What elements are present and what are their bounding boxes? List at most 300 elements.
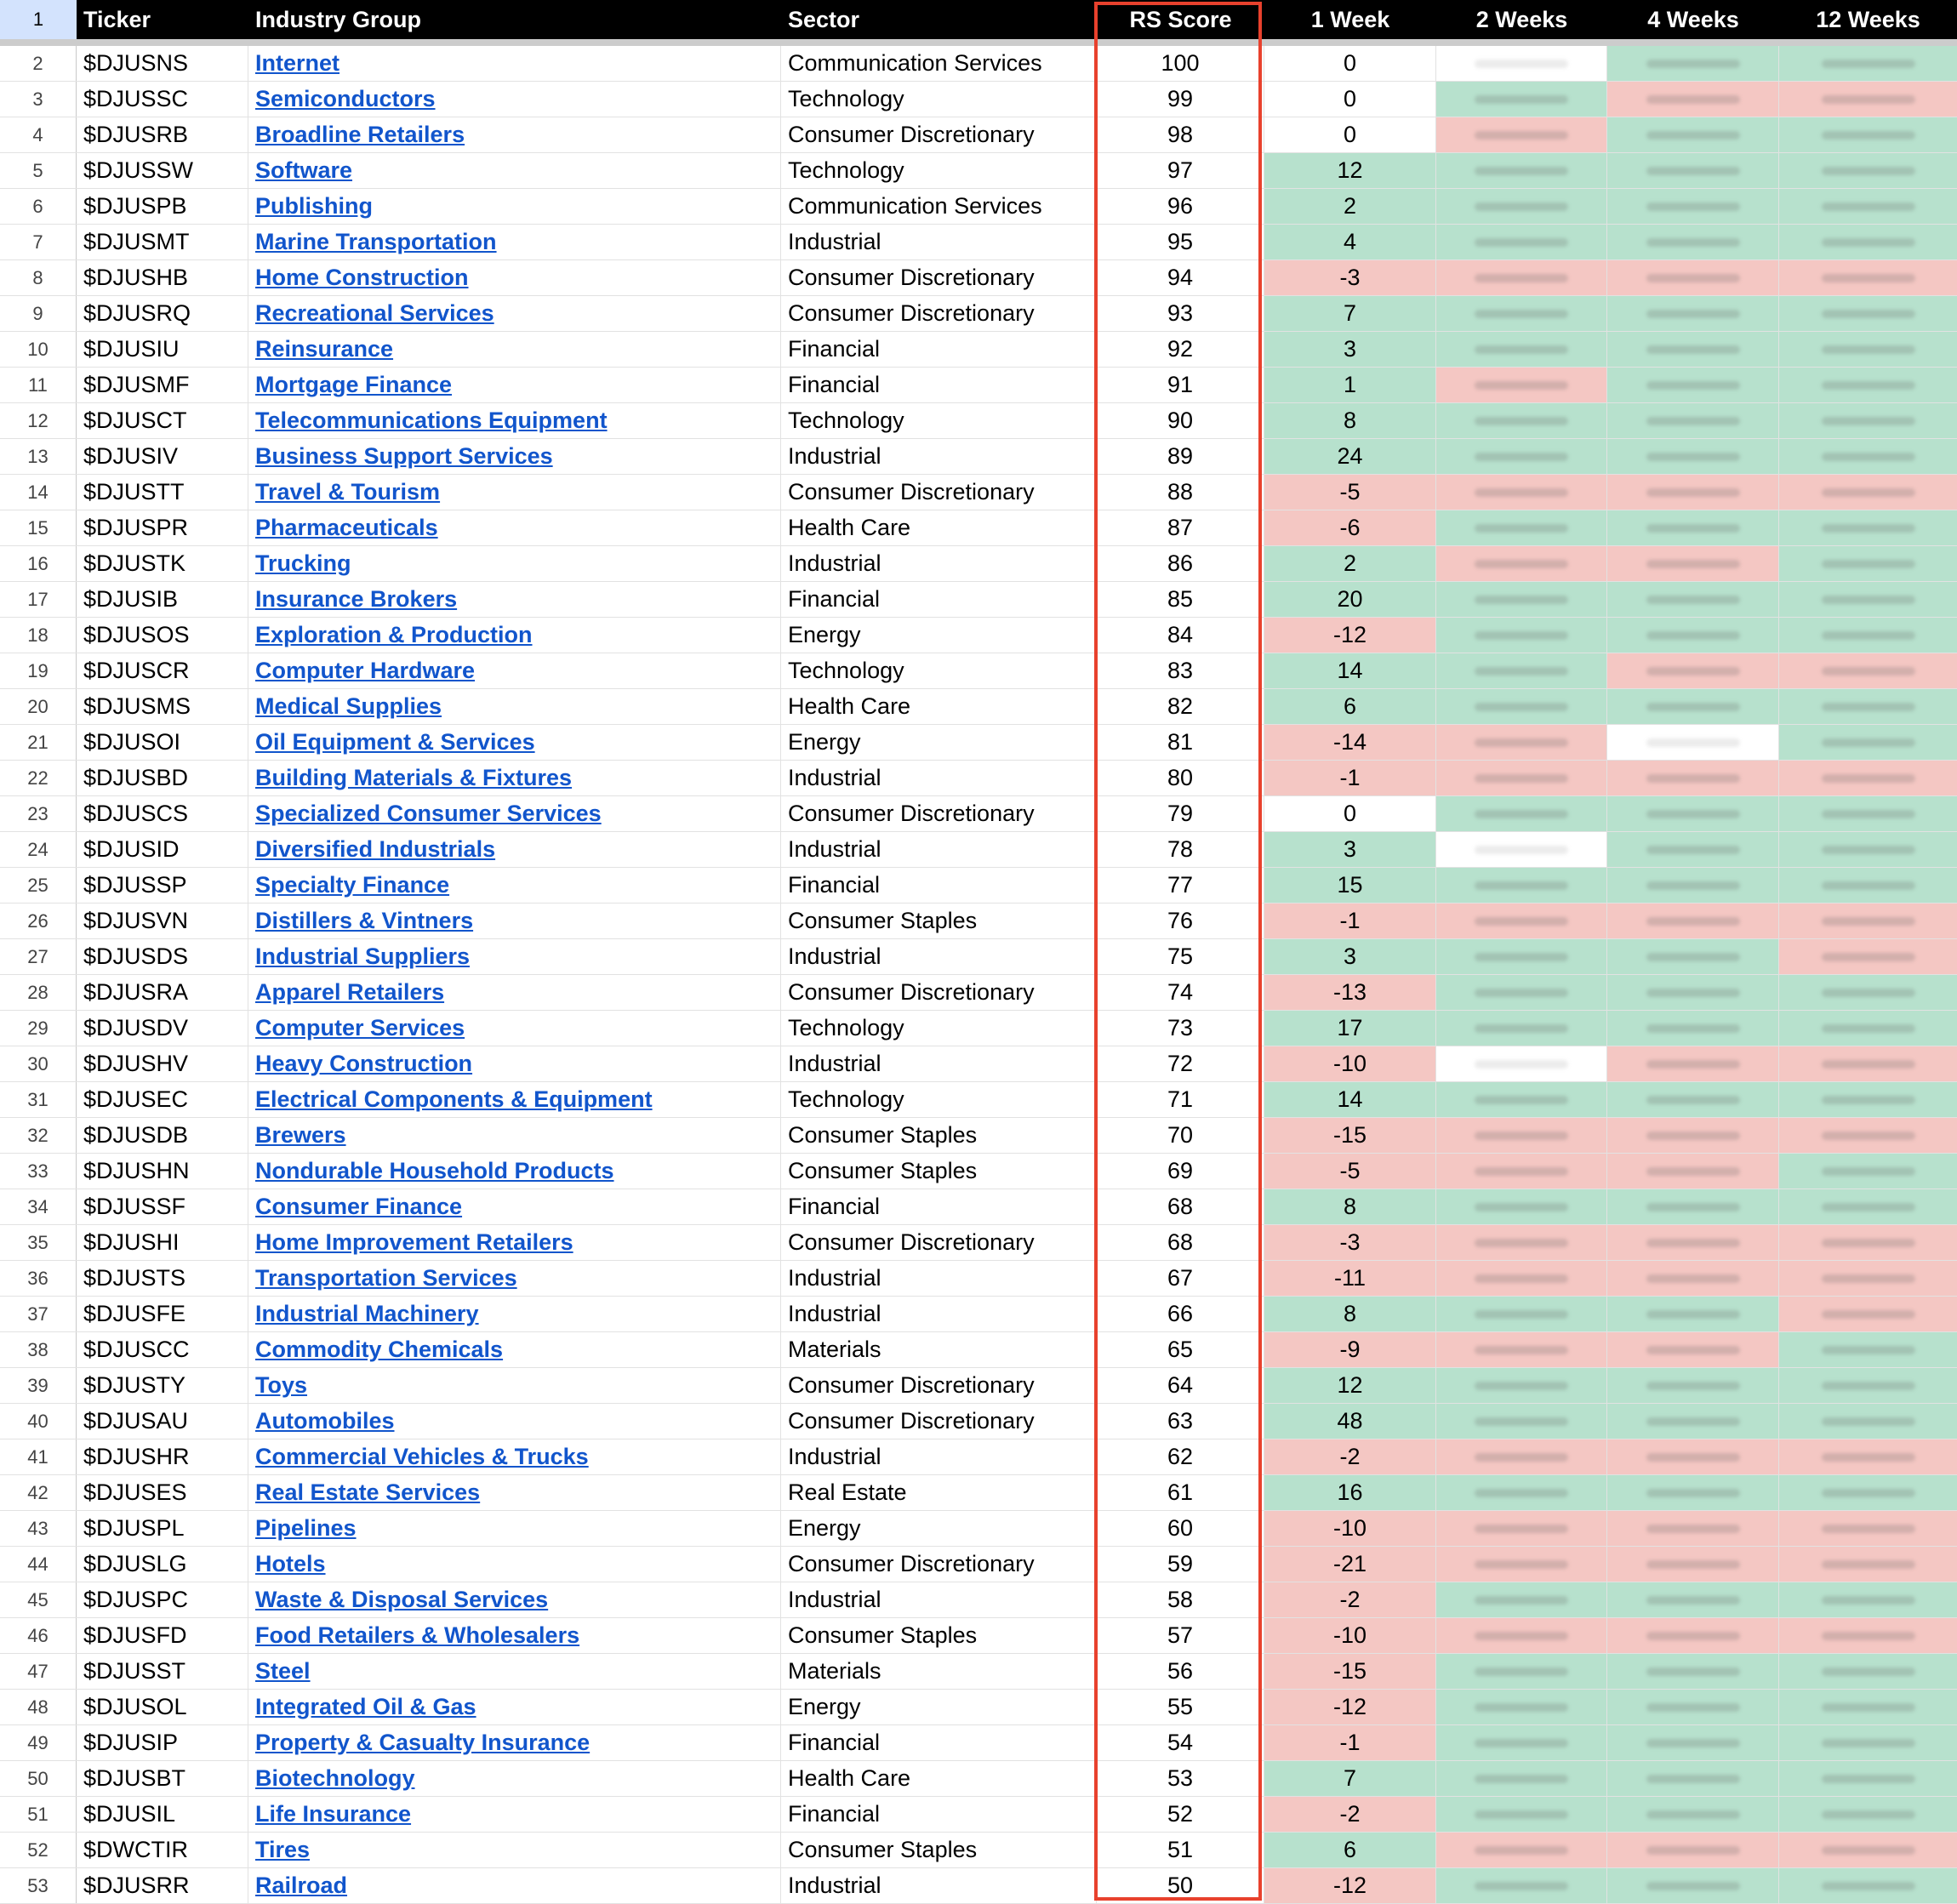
weeks12-change-cell-obscured[interactable] — [1779, 1297, 1957, 1331]
weeks12-change-cell-obscured[interactable] — [1779, 332, 1957, 367]
ticker-cell[interactable]: $DJUSCR — [77, 653, 248, 688]
week1-change-cell[interactable]: -2 — [1264, 1797, 1436, 1832]
industry-group-link[interactable]: Pharmaceuticals — [255, 515, 438, 540]
ticker-cell[interactable]: $DJUSSC — [77, 82, 248, 117]
sector-cell[interactable]: Industrial — [781, 1868, 1097, 1903]
weeks2-change-cell-obscured[interactable] — [1436, 1690, 1607, 1724]
weeks4-change-cell-obscured[interactable] — [1607, 1833, 1779, 1867]
industry-group-cell[interactable] — [248, 975, 781, 1010]
sector-cell[interactable]: Consumer Discretionary — [781, 117, 1097, 152]
row-number[interactable]: 46 — [0, 1618, 77, 1653]
weeks4-change-cell-obscured[interactable] — [1607, 46, 1779, 81]
weeks12-change-cell-obscured[interactable] — [1779, 689, 1957, 724]
table-row[interactable] — [0, 1332, 1957, 1368]
row-number[interactable]: 45 — [0, 1582, 77, 1617]
row-number[interactable]: 20 — [0, 689, 77, 724]
row-number[interactable]: 32 — [0, 1118, 77, 1153]
industry-group-link[interactable]: Reinsurance — [255, 336, 394, 362]
table-row[interactable] — [0, 1118, 1957, 1154]
weeks2-change-cell-obscured[interactable] — [1436, 939, 1607, 974]
weeks2-change-cell-obscured[interactable] — [1436, 725, 1607, 760]
week1-change-cell[interactable]: 6 — [1264, 1833, 1436, 1867]
industry-group-link[interactable]: Commercial Vehicles & Trucks — [255, 1444, 589, 1469]
ticker-cell[interactable]: $DJUSSP — [77, 868, 248, 903]
weeks12-change-cell-obscured[interactable] — [1779, 796, 1957, 831]
industry-group-link[interactable]: Publishing — [255, 193, 373, 219]
weeks12-change-cell-obscured[interactable] — [1779, 939, 1957, 974]
row-number[interactable]: 37 — [0, 1297, 77, 1331]
table-row[interactable] — [0, 689, 1957, 725]
week1-change-cell[interactable]: -9 — [1264, 1332, 1436, 1367]
industry-group-link[interactable]: Industrial Suppliers — [255, 943, 471, 969]
sector-cell[interactable]: Industrial — [781, 1582, 1097, 1617]
weeks2-change-cell-obscured[interactable] — [1436, 904, 1607, 938]
ticker-cell[interactable]: $DJUSOI — [77, 725, 248, 760]
weeks2-change-cell-obscured[interactable] — [1436, 153, 1607, 188]
weeks2-change-cell-obscured[interactable] — [1436, 1189, 1607, 1224]
row-number[interactable]: 42 — [0, 1475, 77, 1510]
weeks4-change-cell-obscured[interactable] — [1607, 117, 1779, 152]
rs-score-cell[interactable]: 52 — [1097, 1797, 1264, 1832]
weeks4-change-cell-obscured[interactable] — [1607, 1189, 1779, 1224]
rs-score-cell[interactable]: 91 — [1097, 368, 1264, 402]
weeks4-change-cell-obscured[interactable] — [1607, 153, 1779, 188]
ticker-cell[interactable]: $DJUSST — [77, 1654, 248, 1689]
sector-cell[interactable]: Technology — [781, 1082, 1097, 1117]
weeks12-change-cell-obscured[interactable] — [1779, 510, 1957, 545]
row-number[interactable]: 34 — [0, 1189, 77, 1224]
rs-score-cell[interactable]: 82 — [1097, 689, 1264, 724]
week1-change-cell[interactable]: 15 — [1264, 868, 1436, 903]
row-number[interactable]: 19 — [0, 653, 77, 688]
rs-score-cell[interactable]: 94 — [1097, 260, 1264, 295]
weeks4-change-cell-obscured[interactable] — [1607, 725, 1779, 760]
weeks2-change-cell-obscured[interactable] — [1436, 332, 1607, 367]
rs-score-cell[interactable]: 97 — [1097, 153, 1264, 188]
row-number[interactable]: 27 — [0, 939, 77, 974]
sector-cell[interactable]: Real Estate — [781, 1475, 1097, 1510]
weeks2-change-cell-obscured[interactable] — [1436, 975, 1607, 1010]
industry-group-link[interactable]: Exploration & Production — [255, 622, 533, 647]
weeks12-change-cell-obscured[interactable] — [1779, 1547, 1957, 1582]
sector-cell[interactable]: Industrial — [781, 1046, 1097, 1081]
rs-score-cell[interactable]: 53 — [1097, 1761, 1264, 1796]
rs-score-cell[interactable]: 70 — [1097, 1118, 1264, 1153]
row-number[interactable]: 36 — [0, 1261, 77, 1296]
rs-score-cell[interactable]: 54 — [1097, 1725, 1264, 1760]
industry-group-cell[interactable] — [248, 1654, 781, 1689]
industry-group-cell[interactable] — [248, 689, 781, 724]
row-number[interactable]: 9 — [0, 296, 77, 331]
industry-group-link[interactable]: Home Construction — [255, 265, 469, 290]
ticker-cell[interactable]: $DJUSBT — [77, 1761, 248, 1796]
week1-change-cell[interactable]: -2 — [1264, 1582, 1436, 1617]
rs-score-cell[interactable]: 63 — [1097, 1404, 1264, 1439]
weeks12-change-cell-obscured[interactable] — [1779, 189, 1957, 224]
sector-cell[interactable]: Industrial — [781, 939, 1097, 974]
ticker-cell[interactable]: $DJUSIV — [77, 439, 248, 474]
week1-change-cell[interactable]: 24 — [1264, 439, 1436, 474]
industry-group-cell[interactable] — [248, 475, 781, 510]
rs-score-cell[interactable]: 78 — [1097, 832, 1264, 867]
weeks2-change-cell-obscured[interactable] — [1436, 368, 1607, 402]
weeks12-change-cell-obscured[interactable] — [1779, 296, 1957, 331]
rs-score-cell[interactable]: 55 — [1097, 1690, 1264, 1724]
industry-group-cell[interactable] — [248, 582, 781, 617]
weeks12-change-cell-obscured[interactable] — [1779, 1582, 1957, 1617]
ticker-cell[interactable]: $DJUSIL — [77, 1797, 248, 1832]
weeks12-change-cell-obscured[interactable] — [1779, 1690, 1957, 1724]
industry-group-cell[interactable] — [248, 1475, 781, 1510]
industry-group-link[interactable]: Nondurable Household Products — [255, 1158, 614, 1183]
weeks12-change-cell-obscured[interactable] — [1779, 546, 1957, 581]
sector-cell[interactable]: Consumer Discretionary — [781, 975, 1097, 1010]
weeks4-change-cell-obscured[interactable] — [1607, 1368, 1779, 1403]
table-row[interactable] — [0, 1082, 1957, 1118]
table-row[interactable] — [0, 1261, 1957, 1297]
rs-score-cell[interactable]: 95 — [1097, 225, 1264, 259]
weeks4-change-cell-obscured[interactable] — [1607, 832, 1779, 867]
sector-cell[interactable]: Technology — [781, 1011, 1097, 1046]
weeks2-change-cell-obscured[interactable] — [1436, 296, 1607, 331]
table-row[interactable] — [0, 510, 1957, 546]
weeks2-change-cell-obscured[interactable] — [1436, 582, 1607, 617]
week1-change-cell[interactable]: -14 — [1264, 725, 1436, 760]
industry-group-link[interactable]: Software — [255, 157, 353, 183]
row-number[interactable]: 48 — [0, 1690, 77, 1724]
weeks12-change-cell-obscured[interactable] — [1779, 403, 1957, 438]
weeks2-change-cell-obscured[interactable] — [1436, 189, 1607, 224]
ticker-cell[interactable]: $DJUSOS — [77, 618, 248, 653]
rs-score-cell[interactable]: 88 — [1097, 475, 1264, 510]
weeks12-change-cell-obscured[interactable] — [1779, 1725, 1957, 1760]
table-row[interactable] — [0, 1690, 1957, 1725]
table-row[interactable] — [0, 403, 1957, 439]
weeks12-change-cell-obscured[interactable] — [1779, 1261, 1957, 1296]
industry-group-cell[interactable] — [248, 296, 781, 331]
sector-cell[interactable]: Industrial — [781, 1439, 1097, 1474]
sector-cell[interactable]: Energy — [781, 725, 1097, 760]
table-row[interactable] — [0, 1725, 1957, 1761]
weeks4-change-cell-obscured[interactable] — [1607, 1261, 1779, 1296]
weeks12-change-cell-obscured[interactable] — [1779, 1761, 1957, 1796]
row-number[interactable]: 50 — [0, 1761, 77, 1796]
table-row[interactable] — [0, 1797, 1957, 1833]
column-header-sector[interactable]: Sector — [788, 6, 860, 32]
weeks4-change-cell-obscured[interactable] — [1607, 1725, 1779, 1760]
industry-group-cell[interactable] — [248, 1368, 781, 1403]
rs-score-cell[interactable]: 71 — [1097, 1082, 1264, 1117]
ticker-cell[interactable]: $DJUSEC — [77, 1082, 248, 1117]
table-row[interactable] — [0, 1439, 1957, 1475]
rs-score-cell[interactable]: 87 — [1097, 510, 1264, 545]
row-number[interactable]: 52 — [0, 1833, 77, 1867]
ticker-cell[interactable]: $DJUSCS — [77, 796, 248, 831]
ticker-cell[interactable]: $DJUSMS — [77, 689, 248, 724]
row-number[interactable]: 12 — [0, 403, 77, 438]
table-row[interactable] — [0, 1761, 1957, 1797]
weeks2-change-cell-obscured[interactable] — [1436, 225, 1607, 259]
industry-group-cell[interactable] — [248, 868, 781, 903]
sector-cell[interactable]: Consumer Staples — [781, 1154, 1097, 1189]
weeks12-change-cell-obscured[interactable] — [1779, 1046, 1957, 1081]
weeks2-change-cell-obscured[interactable] — [1436, 1868, 1607, 1903]
weeks2-change-cell-obscured[interactable] — [1436, 1154, 1607, 1189]
week1-change-cell[interactable]: -21 — [1264, 1547, 1436, 1582]
industry-group-link[interactable]: Industrial Machinery — [255, 1301, 479, 1326]
industry-group-cell[interactable] — [248, 618, 781, 653]
table-row[interactable] — [0, 332, 1957, 368]
sector-cell[interactable]: Consumer Discretionary — [781, 1225, 1097, 1260]
weeks12-change-cell-obscured[interactable] — [1779, 904, 1957, 938]
rs-score-cell[interactable]: 76 — [1097, 904, 1264, 938]
rs-score-cell[interactable]: 57 — [1097, 1618, 1264, 1653]
week1-change-cell[interactable]: 14 — [1264, 653, 1436, 688]
ticker-cell[interactable]: $DJUSPB — [77, 189, 248, 224]
sector-cell[interactable]: Financial — [781, 332, 1097, 367]
sector-cell[interactable]: Health Care — [781, 510, 1097, 545]
weeks4-change-cell-obscured[interactable] — [1607, 1475, 1779, 1510]
table-row[interactable] — [0, 1225, 1957, 1261]
sector-cell[interactable]: Technology — [781, 153, 1097, 188]
week1-change-cell[interactable]: 14 — [1264, 1082, 1436, 1117]
industry-group-link[interactable]: Property & Casualty Insurance — [255, 1730, 591, 1755]
row-number[interactable]: 41 — [0, 1439, 77, 1474]
week1-change-cell[interactable]: 20 — [1264, 582, 1436, 617]
weeks12-change-cell-obscured[interactable] — [1779, 225, 1957, 259]
industry-group-link[interactable]: Specialty Finance — [255, 872, 450, 898]
industry-group-cell[interactable] — [248, 403, 781, 438]
table-row[interactable] — [0, 153, 1957, 189]
table-row[interactable] — [0, 1011, 1957, 1046]
week1-change-cell[interactable]: -2 — [1264, 1439, 1436, 1474]
row-number[interactable]: 31 — [0, 1082, 77, 1117]
weeks12-change-cell-obscured[interactable] — [1779, 1511, 1957, 1546]
industry-group-cell[interactable] — [248, 904, 781, 938]
week1-change-cell[interactable]: 16 — [1264, 1475, 1436, 1510]
table-row[interactable] — [0, 796, 1957, 832]
industry-group-cell[interactable] — [248, 117, 781, 152]
weeks12-change-cell-obscured[interactable] — [1779, 475, 1957, 510]
sector-cell[interactable]: Consumer Discretionary — [781, 1404, 1097, 1439]
weeks2-change-cell-obscured[interactable] — [1436, 1547, 1607, 1582]
industry-group-cell[interactable] — [248, 1225, 781, 1260]
rs-score-cell[interactable]: 62 — [1097, 1439, 1264, 1474]
ticker-cell[interactable]: $DJUSTT — [77, 475, 248, 510]
industry-group-link[interactable]: Brewers — [255, 1122, 346, 1148]
table-row[interactable] — [0, 46, 1957, 82]
row-number[interactable]: 21 — [0, 725, 77, 760]
week1-change-cell[interactable]: -10 — [1264, 1511, 1436, 1546]
industry-group-link[interactable]: Medical Supplies — [255, 693, 442, 719]
weeks2-change-cell-obscured[interactable] — [1436, 1082, 1607, 1117]
industry-group-link[interactable]: Home Improvement Retailers — [255, 1229, 573, 1255]
weeks4-change-cell-obscured[interactable] — [1607, 1011, 1779, 1046]
row-number[interactable]: 2 — [0, 46, 77, 81]
ticker-cell[interactable]: $DJUSMT — [77, 225, 248, 259]
ticker-cell[interactable]: $DJUSLG — [77, 1547, 248, 1582]
industry-group-cell[interactable] — [248, 796, 781, 831]
weeks2-change-cell-obscured[interactable] — [1436, 1368, 1607, 1403]
weeks2-change-cell-obscured[interactable] — [1436, 510, 1607, 545]
industry-group-link[interactable]: Commodity Chemicals — [255, 1337, 504, 1362]
weeks2-change-cell-obscured[interactable] — [1436, 260, 1607, 295]
ticker-cell[interactable]: $DJUSAU — [77, 1404, 248, 1439]
sector-cell[interactable]: Consumer Discretionary — [781, 1368, 1097, 1403]
ticker-cell[interactable]: $DJUSCT — [77, 403, 248, 438]
table-row[interactable] — [0, 117, 1957, 153]
column-header-4-weeks[interactable]: 4 Weeks — [1647, 6, 1739, 32]
table-row[interactable] — [0, 546, 1957, 582]
weeks2-change-cell-obscured[interactable] — [1436, 832, 1607, 867]
weeks2-change-cell-obscured[interactable] — [1436, 1046, 1607, 1081]
week1-change-cell[interactable]: 8 — [1264, 403, 1436, 438]
weeks12-change-cell-obscured[interactable] — [1779, 832, 1957, 867]
row-number[interactable]: 25 — [0, 868, 77, 903]
sector-cell[interactable]: Health Care — [781, 1761, 1097, 1796]
table-row[interactable] — [0, 1654, 1957, 1690]
sector-cell[interactable]: Industrial — [781, 1261, 1097, 1296]
sector-cell[interactable]: Communication Services — [781, 189, 1097, 224]
weeks4-change-cell-obscured[interactable] — [1607, 189, 1779, 224]
table-row[interactable] — [0, 975, 1957, 1011]
industry-group-cell[interactable] — [248, 189, 781, 224]
ticker-cell[interactable]: $DJUSPR — [77, 510, 248, 545]
table-row[interactable] — [0, 1189, 1957, 1225]
industry-group-cell[interactable] — [248, 1761, 781, 1796]
table-row[interactable] — [0, 1833, 1957, 1868]
week1-change-cell[interactable]: -1 — [1264, 904, 1436, 938]
weeks4-change-cell-obscured[interactable] — [1607, 1654, 1779, 1689]
sector-cell[interactable]: Consumer Discretionary — [781, 475, 1097, 510]
week1-change-cell[interactable]: 0 — [1264, 796, 1436, 831]
rs-score-cell[interactable]: 65 — [1097, 1332, 1264, 1367]
row-number[interactable]: 30 — [0, 1046, 77, 1081]
table-row[interactable] — [0, 1475, 1957, 1511]
rs-score-cell[interactable]: 69 — [1097, 1154, 1264, 1189]
weeks2-change-cell-obscured[interactable] — [1436, 1582, 1607, 1617]
row-number[interactable]: 26 — [0, 904, 77, 938]
industry-group-cell[interactable] — [248, 1261, 781, 1296]
weeks4-change-cell-obscured[interactable] — [1607, 1404, 1779, 1439]
week1-change-cell[interactable]: 7 — [1264, 296, 1436, 331]
rs-score-cell[interactable]: 84 — [1097, 618, 1264, 653]
ticker-cell[interactable]: $DJUSOL — [77, 1690, 248, 1724]
industry-group-link[interactable]: Telecommunications Equipment — [255, 408, 608, 433]
industry-group-cell[interactable] — [248, 439, 781, 474]
industry-group-link[interactable]: Apparel Retailers — [255, 979, 445, 1005]
weeks12-change-cell-obscured[interactable] — [1779, 1404, 1957, 1439]
weeks12-change-cell-obscured[interactable] — [1779, 1189, 1957, 1224]
row-number[interactable]: 28 — [0, 975, 77, 1010]
industry-group-cell[interactable] — [248, 1011, 781, 1046]
weeks4-change-cell-obscured[interactable] — [1607, 296, 1779, 331]
table-row[interactable] — [0, 904, 1957, 939]
row-number[interactable]: 17 — [0, 582, 77, 617]
rs-score-cell[interactable]: 98 — [1097, 117, 1264, 152]
ticker-cell[interactable]: $DJUSHN — [77, 1154, 248, 1189]
weeks4-change-cell-obscured[interactable] — [1607, 1439, 1779, 1474]
industry-group-cell[interactable] — [248, 1511, 781, 1546]
row-number[interactable]: 13 — [0, 439, 77, 474]
weeks12-change-cell-obscured[interactable] — [1779, 368, 1957, 402]
row-number[interactable]: 43 — [0, 1511, 77, 1546]
sector-cell[interactable]: Industrial — [781, 761, 1097, 795]
table-row[interactable] — [0, 475, 1957, 510]
row-number[interactable]: 11 — [0, 368, 77, 402]
industry-group-cell[interactable] — [248, 1404, 781, 1439]
rs-score-cell[interactable]: 90 — [1097, 403, 1264, 438]
ticker-cell[interactable]: $DJUSIU — [77, 332, 248, 367]
weeks2-change-cell-obscured[interactable] — [1436, 475, 1607, 510]
rs-score-cell[interactable]: 96 — [1097, 189, 1264, 224]
industry-group-link[interactable]: Travel & Tourism — [255, 479, 441, 505]
weeks12-change-cell-obscured[interactable] — [1779, 653, 1957, 688]
row-number[interactable]: 22 — [0, 761, 77, 795]
week1-change-cell[interactable]: 0 — [1264, 117, 1436, 152]
sector-cell[interactable]: Technology — [781, 653, 1097, 688]
row-number[interactable]: 35 — [0, 1225, 77, 1260]
weeks12-change-cell-obscured[interactable] — [1779, 46, 1957, 81]
industry-group-cell[interactable] — [248, 1833, 781, 1867]
weeks2-change-cell-obscured[interactable] — [1436, 1297, 1607, 1331]
row-number[interactable]: 6 — [0, 189, 77, 224]
industry-group-cell[interactable] — [248, 761, 781, 795]
industry-group-link[interactable]: Real Estate Services — [255, 1479, 481, 1505]
row-number[interactable]: 18 — [0, 618, 77, 653]
weeks2-change-cell-obscured[interactable] — [1436, 1797, 1607, 1832]
sector-cell[interactable]: Energy — [781, 1690, 1097, 1724]
rs-score-cell[interactable]: 51 — [1097, 1833, 1264, 1867]
industry-group-cell[interactable] — [248, 546, 781, 581]
row-number[interactable]: 51 — [0, 1797, 77, 1832]
row-number[interactable]: 15 — [0, 510, 77, 545]
ticker-cell[interactable]: $DWCTIR — [77, 1833, 248, 1867]
row-number[interactable]: 29 — [0, 1011, 77, 1046]
weeks2-change-cell-obscured[interactable] — [1436, 868, 1607, 903]
weeks2-change-cell-obscured[interactable] — [1436, 1332, 1607, 1367]
week1-change-cell[interactable]: -5 — [1264, 1154, 1436, 1189]
ticker-cell[interactable]: $DJUSDB — [77, 1118, 248, 1153]
weeks2-change-cell-obscured[interactable] — [1436, 82, 1607, 117]
industry-group-cell[interactable] — [248, 1618, 781, 1653]
industry-group-link[interactable]: Computer Hardware — [255, 658, 476, 683]
weeks4-change-cell-obscured[interactable] — [1607, 368, 1779, 402]
weeks2-change-cell-obscured[interactable] — [1436, 117, 1607, 152]
table-row[interactable] — [0, 1618, 1957, 1654]
table-row[interactable] — [0, 939, 1957, 975]
weeks12-change-cell-obscured[interactable] — [1779, 1225, 1957, 1260]
rs-score-cell[interactable]: 80 — [1097, 761, 1264, 795]
rs-score-cell[interactable]: 60 — [1097, 1511, 1264, 1546]
industry-group-cell[interactable] — [248, 832, 781, 867]
rs-score-cell[interactable]: 74 — [1097, 975, 1264, 1010]
sector-cell[interactable]: Financial — [781, 368, 1097, 402]
rs-score-cell[interactable]: 58 — [1097, 1582, 1264, 1617]
sector-cell[interactable]: Financial — [781, 1189, 1097, 1224]
weeks12-change-cell-obscured[interactable] — [1779, 1833, 1957, 1867]
week1-change-cell[interactable]: 12 — [1264, 1368, 1436, 1403]
ticker-cell[interactable]: $DJUSDS — [77, 939, 248, 974]
rs-score-cell[interactable]: 75 — [1097, 939, 1264, 974]
week1-change-cell[interactable]: -12 — [1264, 618, 1436, 653]
ticker-cell[interactable]: $DJUSIB — [77, 582, 248, 617]
weeks12-change-cell-obscured[interactable] — [1779, 153, 1957, 188]
week1-change-cell[interactable]: -5 — [1264, 475, 1436, 510]
industry-group-cell[interactable] — [248, 1868, 781, 1903]
week1-change-cell[interactable]: 3 — [1264, 832, 1436, 867]
row-number[interactable]: 49 — [0, 1725, 77, 1760]
